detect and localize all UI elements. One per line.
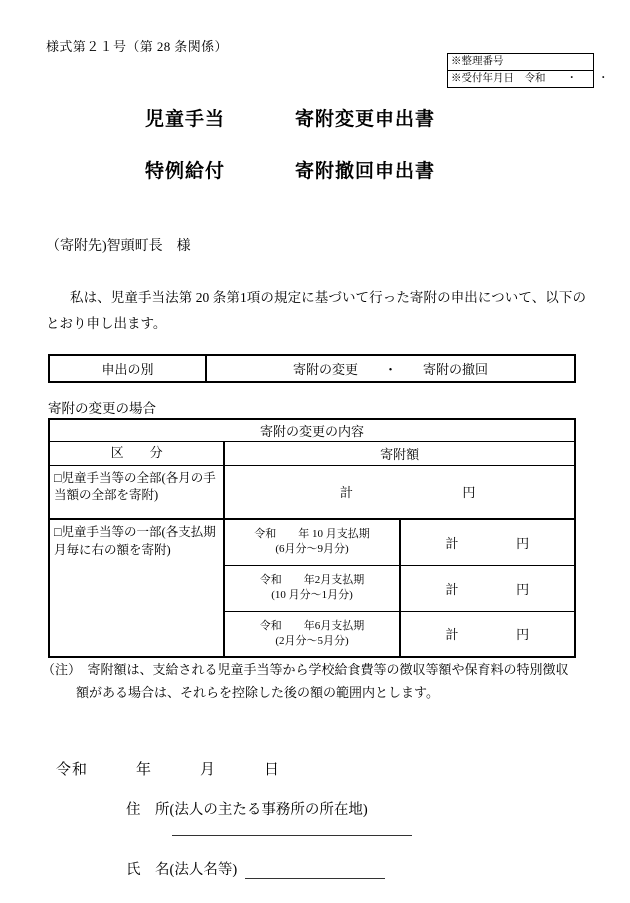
- title-benefit-type-2: 特例給付: [145, 161, 226, 182]
- period-label-june: 令和 年6月支払期: [259, 619, 365, 632]
- table-column-header-row: [49, 441, 575, 465]
- title-benefit-type-1: 児童手当: [145, 109, 226, 130]
- application-type-options[interactable]: 寄附の変更 ・ 寄附の撤回: [206, 355, 575, 382]
- unit-label-june: 円: [516, 627, 530, 643]
- period-cell-october: [224, 519, 399, 565]
- footnote-line-1: （注） 寄附額は、支給される児童手当等から学校給食費等の徴収等額や保育料の特別徴収: [42, 662, 569, 677]
- addressee-line: （寄附先)智頭町長 様: [46, 239, 191, 254]
- table-row: [49, 355, 575, 382]
- period-months-june: (2月分～5月分): [275, 634, 349, 647]
- signature-address-label: 住 所(法人の主たる事務所の所在地): [126, 802, 368, 818]
- signature-address-rule[interactable]: [172, 835, 412, 836]
- table-header-row: [49, 419, 575, 441]
- kubun-partial-donation[interactable]: □児童手当等の一部(各支払期月毎に右の額を寄附): [49, 519, 224, 657]
- table-row-full-donation: [49, 465, 575, 519]
- form-number: 様式第２１号（第 28 条関係）: [46, 39, 228, 54]
- amount-cell-full-donation[interactable]: [224, 465, 575, 519]
- amount-cell-june[interactable]: [400, 611, 575, 657]
- column-header-amount: 寄附額: [224, 441, 575, 465]
- period-label-october: 令和 年 10 月支払期: [254, 528, 370, 541]
- total-label-february: 計: [445, 581, 459, 597]
- period-months-october: (6月分～9月分): [275, 543, 349, 556]
- application-type-table: [48, 354, 576, 383]
- reference-number-field[interactable]: ※整理番号: [448, 54, 593, 71]
- unit-label-october: 円: [516, 535, 530, 551]
- title-block: [0, 104, 630, 208]
- title-form-name-1: 寄附変更申出書: [295, 109, 436, 130]
- body-paragraph: 私は、児童手当法第 20 条第1項の規定に基づいて行った寄附の申出について、以下のとおり申し出ます。: [46, 290, 586, 332]
- title-row-1: [0, 104, 630, 131]
- receipt-stamp-box: [447, 53, 609, 88]
- donation-change-table: [48, 418, 576, 658]
- footnote: [42, 659, 590, 705]
- amount-cell-october[interactable]: [400, 519, 575, 565]
- total-label-june: 計: [445, 627, 459, 643]
- kubun-full-donation[interactable]: □児童手当等の全部(各月の手当額の全部を寄附): [49, 465, 224, 519]
- period-months-february: (10 月分～1月分): [271, 589, 353, 601]
- period-cell-february: [224, 565, 399, 611]
- footnote-line-2: 額がある場合は、それらを控除した後の額の範囲内とします。: [76, 684, 439, 700]
- section-label-change: 寄附の変更の場合: [48, 401, 156, 416]
- period-label-february: 令和 年2月支払期: [259, 574, 365, 587]
- unit-label-february: 円: [516, 581, 530, 597]
- table-row-partial-donation-1: [49, 519, 575, 565]
- change-table-header: 寄附の変更の内容: [49, 419, 575, 441]
- column-header-kubun: 区 分: [49, 441, 224, 465]
- signature-name-rule[interactable]: [245, 864, 385, 879]
- signature-name-label: 氏 名(法人名等): [126, 862, 238, 878]
- unit-label-full: 円: [462, 485, 476, 501]
- total-label-october: 計: [445, 535, 459, 551]
- signature-date-line[interactable]: 令和 年 月 日: [56, 762, 281, 778]
- title-row-2: [0, 156, 630, 183]
- signature-name-row: [126, 858, 385, 879]
- total-label-full: 計: [339, 485, 353, 501]
- amount-cell-february[interactable]: [400, 565, 575, 611]
- receipt-date-field[interactable]: ※受付年月日 令和 ・ ・: [451, 73, 609, 85]
- application-type-label: 申出の別: [49, 355, 206, 382]
- title-form-name-2: 寄附撤回申出書: [295, 161, 436, 182]
- period-cell-june: [224, 611, 399, 657]
